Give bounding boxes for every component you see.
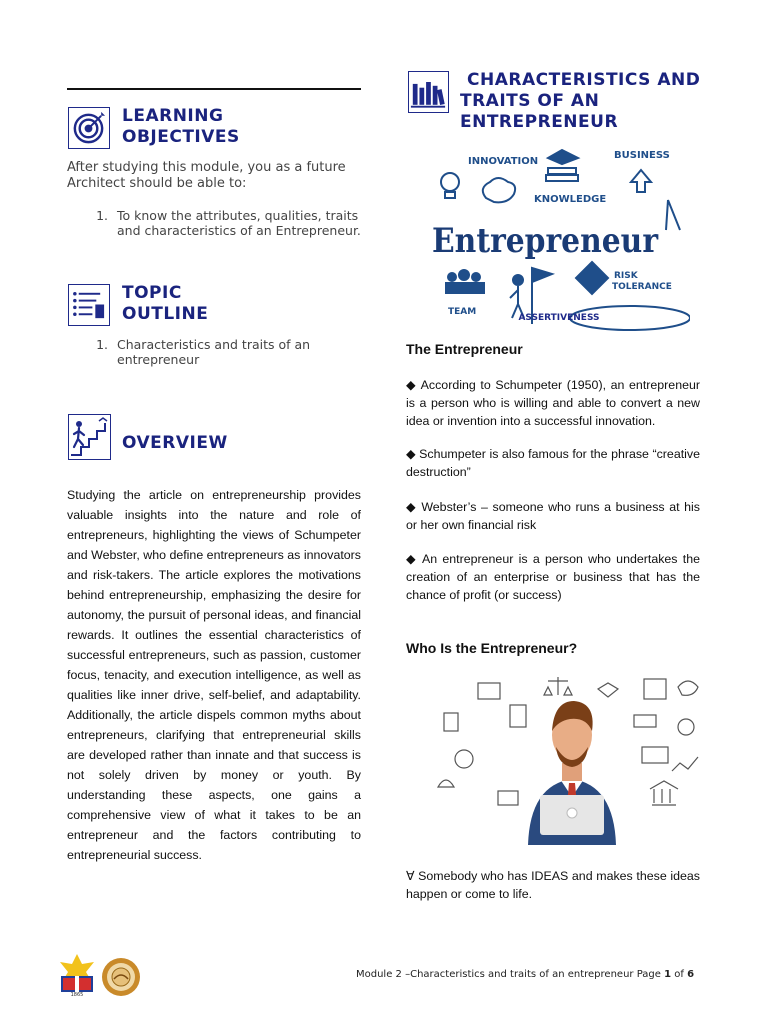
overview-paragraph: Studying the article on entrepreneurship provides valuable insights into the nature and role of entrepreneurs, highlighting the views of Schumpeter and Webster, who define entrepreneurs as innovators and risk-takers. The article explores the motivations behind entrepreneurship, emphasizing the desire for autonomy, the pursuit of personal ideas, and financial rewards. It outlines the essential characteristics of successful entrepreneurs, such as passion, customer focus, tenacity, and execution intelligence, as well as qualities like inner drive, self-belief, and adaptability. Additionally, the article dispels common myths about entrepreneurs, clarifying that entrepreneurial skills are developed rather than innate and that success is not solely driven by money or youth. By understanding these aspects, one gains a comprehensive view of what it takes to be an entrepreneur and the factors contributing to entrepreneurial success.: [67, 488, 361, 862]
point-creative-destruction: ◆ Schumpeter is also famous for the phrase “creative destruction”: [406, 447, 700, 479]
point-schumpeter: ◆ According to Schumpeter (1950), an entrepreneur is a person who is willing and able to convert a new idea or invention into a successful innovation.: [406, 378, 700, 428]
learning-objectives-title: LEARNING OBJECTIVES: [122, 106, 240, 147]
wc-business: BUSINESS: [614, 150, 670, 161]
characteristics-title: CHARACTERISTICS AND TRAITS OF AN ENTREPRENEUR: [460, 70, 701, 132]
who-description: ∀ Somebody who has IDEAS and makes these ideas happen or come to life.: [406, 869, 700, 901]
books-icon: [408, 71, 449, 113]
logo-caption: 1865: [70, 992, 84, 998]
footer-page-info: [356, 969, 716, 980]
wc-innovation: INNOVATION: [468, 156, 539, 167]
stairs-climb-icon: [68, 414, 111, 460]
entrepreneur-illustration: [428, 667, 710, 845]
objective-item: 1. To know the attributes, qualities, traits and characteristics of an Entrepreneur.: [112, 208, 367, 238]
wc-risk: RISK: [614, 271, 638, 281]
wc-team: TEAM: [448, 307, 477, 317]
outline-list-icon: [68, 284, 110, 326]
who-heading: Who Is the Entrepreneur?: [406, 640, 578, 656]
objectives-list: [67, 208, 367, 238]
school-logo: [56, 952, 98, 998]
entrepreneur-word-cloud: [428, 140, 690, 336]
college-seal: [101, 957, 141, 997]
outline-item: 1. Characteristics and traits of an entrepreneur: [112, 337, 327, 367]
topic-outline-title: TOPIC OUTLINE: [122, 283, 209, 324]
wc-entrepreneur: Entrepreneur: [432, 221, 659, 261]
header-rule: [67, 88, 361, 90]
target-icon: [68, 107, 110, 149]
footer-module-text: Module 2 –Characteristics and traits of an entrepreneur Page: [356, 969, 661, 980]
footer-of: of: [674, 969, 684, 980]
wc-tolerance: TOLERANCE: [612, 282, 672, 292]
footer-page-number: 1: [664, 969, 672, 980]
point-webster: ◆ Webster’s – someone who runs a business at his or her own financial risk: [406, 500, 700, 532]
footer-page-total: 6: [687, 969, 695, 980]
entrepreneur-heading: The Entrepreneur: [406, 341, 523, 357]
point-enterprise: ◆ An entrepreneur is a person who undertakes the creation of an enterprise or business that has the chance of profit (or success): [406, 552, 700, 602]
objectives-intro: After studying this module, you as a future Architect should be able to:: [67, 160, 346, 191]
wc-assertiveness: ASSERTIVENESS: [518, 313, 600, 323]
wc-knowledge: KNOWLEDGE: [534, 194, 607, 205]
outline-list: [67, 337, 327, 367]
overview-title: OVERVIEW: [122, 433, 228, 453]
